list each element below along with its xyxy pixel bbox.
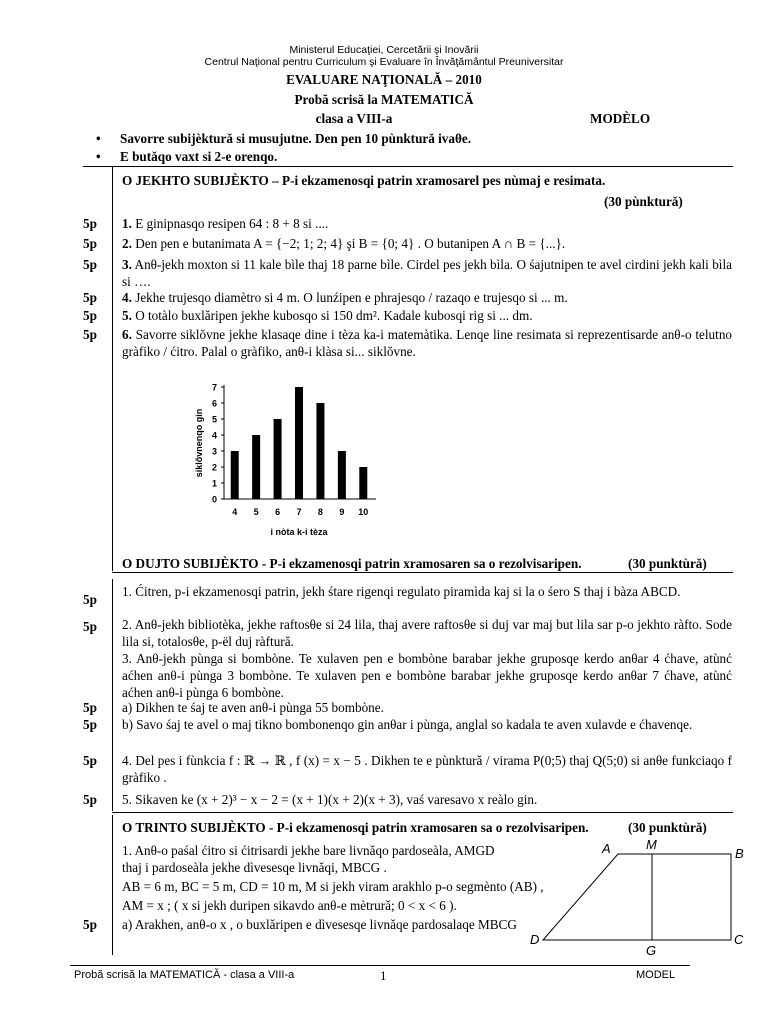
question-2: 2. Den pen e butanimata A = {−2; 1; 2; 4} şi B = {0; 4} . O butanipen A ∩ B = {...}. xyxy=(122,236,566,251)
bar-grade-9 xyxy=(338,451,346,499)
center-line: Centrul Naţional pentru Curriculum şi Evaluare în Învăţământul Preuniversitar xyxy=(204,56,564,68)
question-1: 1. E ginipnasqo resipen 64 : 8 + 8 si .... xyxy=(122,216,329,231)
points-label: 5p xyxy=(83,619,97,634)
exam-subtitle: Probă scrisă la MATEMATICĂ xyxy=(294,92,474,107)
x-axis-label: i nòta k-i tèza xyxy=(270,527,328,537)
bar-grade-5 xyxy=(252,435,260,499)
points-label: 5p xyxy=(83,700,97,715)
s3-question-a: a) Arakhen, anθ-o x , o buxlǎripen e dìvesesqe livnǎqe pardosalaqe MBCG xyxy=(122,917,517,932)
grades-bar-chart xyxy=(190,372,390,542)
question-4: 4. Jekhe trujesqo diamètro si 4 m. O lunźipen e phrajesqo / razaqo e trujesqo si ... m. xyxy=(122,290,568,305)
vertex-b-label: B xyxy=(735,846,744,861)
footer-right: MODEL xyxy=(636,969,676,981)
bar-grade-4 xyxy=(231,451,239,499)
bar-grade-7 xyxy=(295,387,303,499)
s2-question-3: 3. Anθ-jekh pùnga si bombòne. Te xulaven pen e bombòne barabar jekhe gruposqe kerdo anθar 4 ćhave, atùnć aćhen anθ-i pùnga 3 bombòne. Te xulaven pen e bombòne barabar jekhe gruposqe kerdo anθar 7 ćhave, atùnć aćhen anθ-i pùnga 6 bombòne. xyxy=(122,651,732,700)
page-number: 1 xyxy=(380,968,387,983)
exam-title: EVALUARE NAŢIONALĂ – 2010 xyxy=(286,72,482,87)
divider xyxy=(83,166,733,167)
y-tick-label: 6 xyxy=(211,398,217,409)
question-6: 6. Savorre siklŏvne jekhe klasaqe dine i tèza ka-i matemàtika. Lenqe line resimata si reprezentisarde anθ-o telutno gràfiko / ćitro. Palal o gràfiko, anθ-i klàsa si... siklŏvne. xyxy=(122,327,733,359)
question-5: 5. O totàlo buxlǎripen jekhe kubosqo si 150 dm². Kadale kubosqi rig si ... dm. xyxy=(122,308,533,323)
s3-intro-line-2: thaj i pardoseàla jekhe dìvesesqe livnǎqi, MBCG . xyxy=(122,860,387,875)
x-tick-label: 5 xyxy=(253,507,259,517)
section2-marks: (30 punktùrǎ) xyxy=(628,556,707,571)
footer-rule xyxy=(70,965,690,966)
section1-title: O JEKHTO SUBIJÈKTO – P-i ekzamenosqi patrin xramosarel pes nùmaj e resimata. xyxy=(122,173,606,188)
trapezoid-shape xyxy=(543,854,731,940)
x-tick-label: 4 xyxy=(232,507,238,517)
vertex-c-label: C xyxy=(734,932,744,947)
points-label: 5p xyxy=(83,717,97,732)
bullet-icon: • xyxy=(96,131,101,146)
y-axis-label: siklŏvnenqo gin xyxy=(194,408,204,478)
y-tick-label: 3 xyxy=(211,446,217,457)
points-label: 5p xyxy=(83,236,97,251)
x-tick-label: 9 xyxy=(339,507,345,517)
section2-title: O DUJTO SUBIJÈKTO - P-i ekzamenosqi patrin xramosaren sa o rezolvisaripen. xyxy=(122,556,582,571)
points-label: 5p xyxy=(83,257,97,272)
footer-left: Probă scrisă la MATEMATICĂ - clasa a VIII-a xyxy=(74,969,295,981)
bar-grade-6 xyxy=(274,419,282,499)
margin-rule xyxy=(112,166,113,571)
x-tick-label: 10 xyxy=(358,507,369,517)
s2-question-2: 2. Anθ-jekh bibliotèka, jekhe raftosθe si 24 lila, thaj avere raftosθe si duj var maj but lila sar p-o jekhto ràfto. Sode lila si, totalosθe, p-ël duj ràfturǎ. xyxy=(122,617,732,649)
x-tick-label: 7 xyxy=(296,507,302,517)
question-3: 3. Anθ-jekh moxton si 11 kale bìle thaj 18 parne bìle. Cirdel pes jekh bìla. O śajutnipen te avel cirdini jekh kali bìla si …. xyxy=(122,257,732,289)
x-tick-label: 6 xyxy=(275,507,281,517)
vertex-m-label: M xyxy=(646,837,657,852)
section3-marks: (30 punktùrǎ) xyxy=(628,820,707,835)
trapezoid-figure xyxy=(528,834,748,958)
s3-intro-line-4: AM = x ; ( x si jekh duripen sikavdo anθ-e mètrurǎ; 0 < x < 6 ). xyxy=(122,898,457,913)
s2-question-3a: a) Dikhen te śaj te aven anθ-i pùnga 55 bombòne. xyxy=(122,700,384,715)
section1-marks: (30 pùnkturǎ) xyxy=(604,194,683,209)
points-label: 5p xyxy=(83,216,97,231)
points-label: 5p xyxy=(83,592,97,607)
bullet-icon: • xyxy=(96,149,101,164)
s2-question-4: 4. Del pes i fùnkcia f : ℝ → ℝ , f (x) = x − 5 . Dikhen te e pùnkturǎ / virama P(0;5) thaj Q(5;0) si anθe funkciaqo f gràfiko . xyxy=(122,753,732,785)
section3-title: O TRINTO SUBIJÈKTO - P-i ekzamenosqi patrin xramosaren sa o rezolvisaripen. xyxy=(122,820,589,835)
y-tick-label: 0 xyxy=(211,494,217,505)
vertex-d-label: D xyxy=(530,932,540,947)
y-tick-label: 5 xyxy=(211,414,217,425)
model-label: MODÈLO xyxy=(590,111,651,126)
divider xyxy=(112,812,733,813)
x-tick-label: 8 xyxy=(317,507,323,517)
ministry-line: Ministerul Educaţiei, Cercetării şi Inovării xyxy=(289,44,479,56)
y-tick-label: 7 xyxy=(211,382,217,393)
margin-rule xyxy=(112,579,113,811)
points-label: 5p xyxy=(83,290,97,305)
y-tick-label: 2 xyxy=(211,462,217,473)
bar-grade-10 xyxy=(359,467,367,499)
vertex-a-label: A xyxy=(602,841,611,856)
s2-question-1: 1. Ćitren, p-i ekzamenosqi patrin, jekh śtare rigenqi regulato piramìda kaj si la o śero S thaj i bàza ABCD. xyxy=(122,584,681,599)
margin-rule xyxy=(112,815,113,955)
s2-question-5: 5. Sikaven ke (x + 2)³ − x − 2 = (x + 1)(x + 2)(x + 3), vaś varesavo x reàlo gin. xyxy=(122,792,538,807)
s3-intro-line-1: 1. Anθ-o paśal ćitro si ćitrisardi jekhe bare livnǎqo pardoseàla, AMGD xyxy=(122,843,495,858)
points-label: 5p xyxy=(83,327,97,342)
y-tick-label: 4 xyxy=(211,430,217,441)
s2-question-3b: b) Savo śaj te avel o maj tikno bombonenqo gin anθar i pùnga, anglal so kadala te aven xulavde e ćhavenqe. xyxy=(122,717,693,732)
bar-grade-8 xyxy=(316,403,324,499)
points-label: 5p xyxy=(83,753,97,768)
class-label: clasa a VIII-a xyxy=(315,111,393,126)
points-label: 5p xyxy=(83,792,97,807)
y-tick-label: 1 xyxy=(211,478,217,489)
s3-intro-line-3: AB = 6 m, BC = 5 m, CD = 10 m, M si jekh viram arakhlo p-o segmènto (AB) , xyxy=(122,879,544,894)
points-label: 5p xyxy=(83,308,97,323)
points-label: 5p xyxy=(83,917,97,932)
vertex-g-label: G xyxy=(646,943,657,958)
